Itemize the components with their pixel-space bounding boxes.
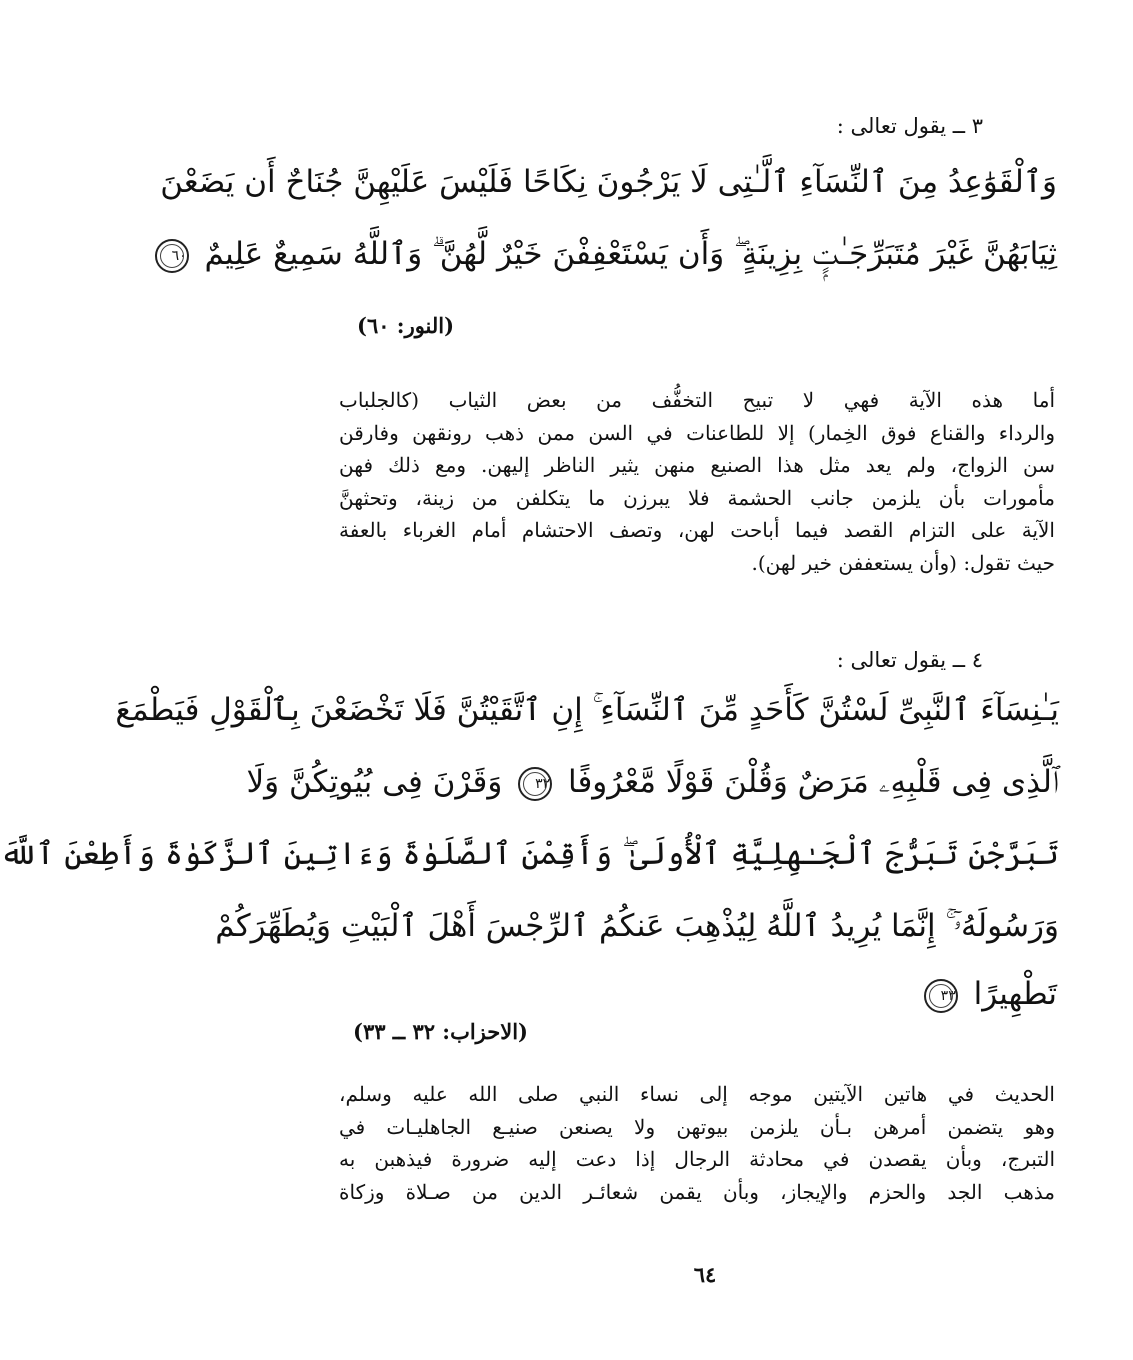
paragraph-line: وهو يتضمن أمرهن بـأن يلزمن بيوتهن ولا يصنعن صنيـع الجاهليـات في xyxy=(339,1114,1055,1139)
paragraph-line: والرداء والقناع فوق الخِمار) إلا للطاعنات في السن ممن ذهب رونقهن وفارقن xyxy=(339,420,1055,445)
quran-verse-line xyxy=(171,232,1057,276)
quran-verse-line: يَـٰنِسَآءَ ٱلنَّبِىِّ لَسْتُنَّ كَأَحَدٍ مِّنَ ٱلنِّسَآءِ ۚ إِنِ ٱتَّقَيْتُنَّ فَلَا تَخْضَعْنَ بِٱلْقَوْلِ فَيَطْمَعَ xyxy=(115,692,1059,728)
quran-verse-text: وَقَرْنَ فِى بُيُوتِكُنَّ وَلَا xyxy=(246,764,503,800)
surah-citation: (النور: ٦٠) xyxy=(357,313,455,338)
ayah-number-marker: ٦٠ xyxy=(155,239,189,273)
quran-verse-text: ٱلَّذِى فِى قَلْبِهِۦ مَرَضٌ وَقُلْنَ قَوْلًا مَّعْرُوفًا xyxy=(568,764,1059,800)
section-heading-4: ٤ ــ يقول تعالى : xyxy=(836,648,983,672)
quran-verse-line: تَبَرَّجْنَ تَبَرُّجَ ٱلْجَـٰهِلِيَّةِ ٱلْأُولَىٰ ۖ وَأَقِمْنَ ٱلصَّلَوٰةَ وَءَاتِينَ ٱلزَّكَوٰةَ وَأَطِعْنَ ٱللَّهَ xyxy=(0,836,1059,872)
ayah-number-marker: ٣٣ xyxy=(924,979,958,1013)
quran-verse-line: وَٱلْقَوَٰعِدُ مِنَ ٱلنِّسَآءِ ٱلَّـٰتِى لَا يَرْجُونَ نِكَاحًا فَلَيْسَ عَلَيْهِنَّ جُنَاحٌ أَن يَضَعْنَ xyxy=(160,164,1057,200)
quran-verse-line xyxy=(246,760,1059,804)
paragraph-line: التبرج، وبأن يقصدن في محادثة الرجال إذا دعت إليه ضرورة فيذهبن به xyxy=(339,1147,1055,1171)
commentary-paragraph xyxy=(339,1078,1055,1208)
quran-verse-text: تَطْهِيرًا xyxy=(973,976,1057,1012)
quran-verse-line xyxy=(577,972,1057,1016)
surah-citation: (الاحزاب: ٣٢ ــ ٣٣) xyxy=(353,1019,528,1044)
commentary-paragraph xyxy=(339,384,1055,579)
ayah-number-marker: ٣٢ xyxy=(518,767,552,801)
quran-verse-text: ثِيَابَهُنَّ غَيْرَ مُتَبَرِّجَـٰتٍۭ بِزِينَةٍ ۖ وَأَن يَسْتَعْفِفْنَ خَيْرٌ لَّهُنَّ ۗ وَٱللَّهُ سَمِيعٌ عَلِيمٌ xyxy=(204,236,1057,272)
page-number: ٦٤ xyxy=(693,1262,717,1287)
paragraph-line: حيث تقول: (وأن يستعففن خير لهن). xyxy=(751,550,1055,575)
paragraph-line: مذهب الجد والحزم والإيجاز، وبأن يقمن شعائـر الدين من صـلاة وزكاة xyxy=(339,1179,1055,1204)
paragraph-line: الآية على التزام القصد فيما أباحت لهن، وتصف الاحتشام أمام الغرباء بالعفة xyxy=(339,518,1055,542)
section-heading-3: ٣ ــ يقول تعالى : xyxy=(836,114,983,138)
paragraph-line: مأمورات بأن يلزمن جانب الحشمة فلا يبرزن ما يتكلفن من زينة، وتحثهنَّ xyxy=(339,485,1055,510)
paragraph-line: الحديث في هاتين الآيتين موجه إلى نساء النبي صلى الله عليه وسلم، xyxy=(339,1082,1055,1106)
quran-verse-line: وَرَسُولَهُۥٓ ۚ إِنَّمَا يُرِيدُ ٱللَّهُ لِيُذْهِبَ عَنكُمُ ٱلرِّجْسَ أَهْلَ ٱلْبَيْتِ وَيُطَهِّرَكُمْ xyxy=(215,908,1059,944)
paragraph-line: سن الزواج، ولم يعد مثل هذا الصنيع منهن يثير الناظر إليهن. ومع ذلك فهن xyxy=(339,453,1055,477)
paragraph-line: أما هذه الآية فهي لا تبيح التخفُّف من بعض الثياب (كالجلباب xyxy=(339,388,1055,412)
